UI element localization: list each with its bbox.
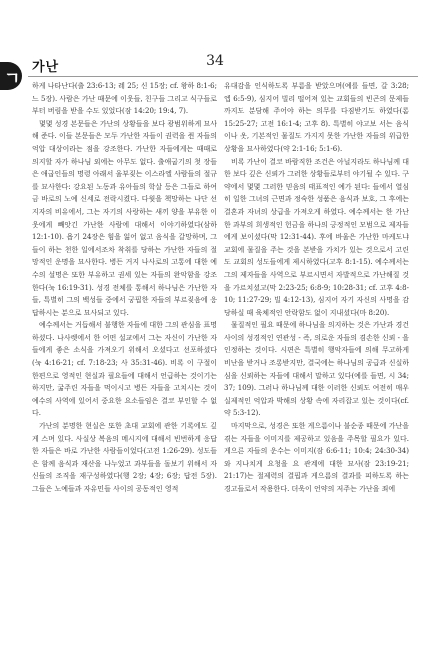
paragraph: 비록 가난이 결코 바람직한 조건은 아닐지라도 하나님께 대한 보다 깊은 신뢰가 그러한 상황들로부터 야기될 수 있다. 구약에서 몇몇 그러한 믿음의 태표적인 예가 된다: 들에서 열심히 일한 그녀의 근면과 정숙한 성품은 음식과 보호, 그 후에는 결혼과 자녀의 상급을 가져오게 하였다. 예수께서는 한 가난한 과부의 희생적인 헌금을 하나의 긍정적인 모범으로 제자들에게 보이셨다(막 12:31-44). 후에 바울은 가난한 마케도냐 교회에 물질을 주는 것을 본받을 가치가 있는 것으로서 고린도 교회의 성도들에게 제시하였다(고후 8:1-15). 예수께서는 그의 제자들을 사역으로 부르시면서 자발적으로 가난해질 것을 가르치셨고(막 2:23-25; 6:8-9; 10:28-31; cf. 고후 4:8-10; 11:27-29; 빌 4:12-13), 심지어 자기 자신의 사명을 감당하실 때 육체적인 안락함도 없이 지내셨다(마 8:20). (224, 157, 409, 317)
running-title: 가난 (32, 60, 60, 75)
paragraph: 하게 나타난다(출 23:6-13; 레 25; 신 15장; cf. 왕하 8:1-6; 느 5장). 사람은 가난 때문에 이웃들, 친구들 그리고 식구들로부터 버림을 받을 수도 있었다(잠 14:20; 19:4, 7). (32, 82, 217, 116)
paragraph: 마지막으로, 성경은 또한 게으름이나 불순종 때문에 가난을 겪는 자들을 이미지를 제공하고 있음을 주목할 필요가 있다. 게으른 자들의 운수는 이미지(잠 6:6-11; 10:4; 24:30-34)와 지나치게 요청을 요 관계에 대한 묘사(잠 23:19-21; 21:17)는 절제력의 결핍과 게으름의 결과를 피하도록 하는 경고들로서 작용한다. 더욱이 언약의 저주는 가난을 죄에 (224, 422, 409, 493)
paragraph: 유대감을 인식하도록 부름을 받았으며(예를 들면, 갈 3:28; 엡 6:5-9), 심지어 빌리 떨어져 있는 교회들의 빈곤의 문제들까지도 분담해 주어야 하는 의무를 다짐받기도 하였다(롬 15:25-27; 고전 16:1-4; 고후 8). 특별히 야고보 서는 음식이나 옷, 기본적인 물질도 가지지 못한 가난한 자들의 위급한 상황을 묘사하였다(약 2:1-16; 5:1-6). (224, 82, 409, 153)
paragraph: 물질적인 필요 때문에 하나님을 의지하는 것은 가난과 경건 사이의 성경적인 연관성 - 즉, 의로운 자들의 겸손한 신뢰 - 을 인정하는 것이다. 시편은 특별히 행악자들에 의해 무고하게 비난을 받거나 조롱받지만, 결국에는 하나님의 공급과 신실하심을 신뢰하는 자들에 대해서 말하고 있다(예를 들면, 시 34; 37; 109). 그러나 하나님께 대한 이러한 신뢰도 여전히 매우 실제적인 억압과 박해의 상황 속에 자리잡고 있는 것이다(cf. 약 5:3-12). (224, 321, 409, 418)
paragraph: 가난의 분명한 현실은 또한 초대 교회에 관한 기록에도 깊게 스며 있다. 사실상 복음의 메시지에 대해서 빈번하게 응답한 자들은 바로 가난한 사람들이었다(고전 1:26-29). 성도들은 함께 음식과 재산을 나누었고 과부들을 돌보기 위해서 자신들의 조직을 재구성하였다(행 2장; 4장; 6장; 답전 5장). 그들은 노예들과 자유민들 사이의 공동적인 영적 (32, 422, 217, 493)
paragraph: 예수께서는 거듭해서 불행한 자들에 대한 그의 관심을 표명하셨다. 나사렛에서 한 어떤 설교에서 그는 자신이 가난한 자들에게 좋은 소식을 가져오기 위해서 오셨다고 선포하셨다(눅 4:16-21; cf. 7:18-23; 사 35:31-46). 비록 이 구절이 한편으로 영적인 현실과 필요들에 대해서 언급하는 것이기는 하지만, 굶주린 자들을 먹이시고 병든 자들을 고치시는 것이 예수의 사역에 있어서 중요한 요소들임은 결코 부인할 수 없다. (32, 321, 217, 418)
page-number: 34 (206, 53, 224, 69)
chapter-tab-letter: ㄱ (4, 69, 21, 89)
header-rule (28, 76, 418, 77)
right-column (224, 80, 409, 496)
left-column (32, 80, 217, 496)
paragraph: 몇몇 성경 본문들은 가난의 상황들을 보다 광범위하게 묘사해 준다. 이들 본문들은 모두 가난한 자들이 권력을 쥔 자들의 억압 대상이라는 점을 강조한다. 가난한 자들에게는 때때로 의지할 자가 하나님 외에는 아무도 없다. 출애굽기의 첫 장들은 애굽인들의 명령 아래서 울부짖는 이스라엘 사람들의 절규를 묘사한다: 강요된 노동과 유아들의 학살 등은 그들로 하여금 바로의 노예 신세로 전락시켰다. 다윗을 책망하는 나단 선지자의 비유에서, 그는 자기의 사랑하는 새끼 양을 부유한 이웃에게 빼앗긴 가난한 사람에 대해서 이야기하였다(삼하 12:1-10). 욥기 24장은 힘을 잃어 없고 음식을 갈망하며, 그들이 하는 천한 일에서조차 착취를 당하는 가난한 자들의 절망적인 운명을 묘사한다. 병든 거지 나사로의 고통에 대한 예수의 설명은 또한 부유하고 권세 있는 자들의 완악함을 강조한다(눅 16:19-31). 성경 전체를 통해서 하나님은 가난한 자들, 특별히 그의 백성들 중에서 궁핍한 자들의 부르짖음에 응답하시는 분으로 묘사되고 있다. (32, 119, 217, 317)
